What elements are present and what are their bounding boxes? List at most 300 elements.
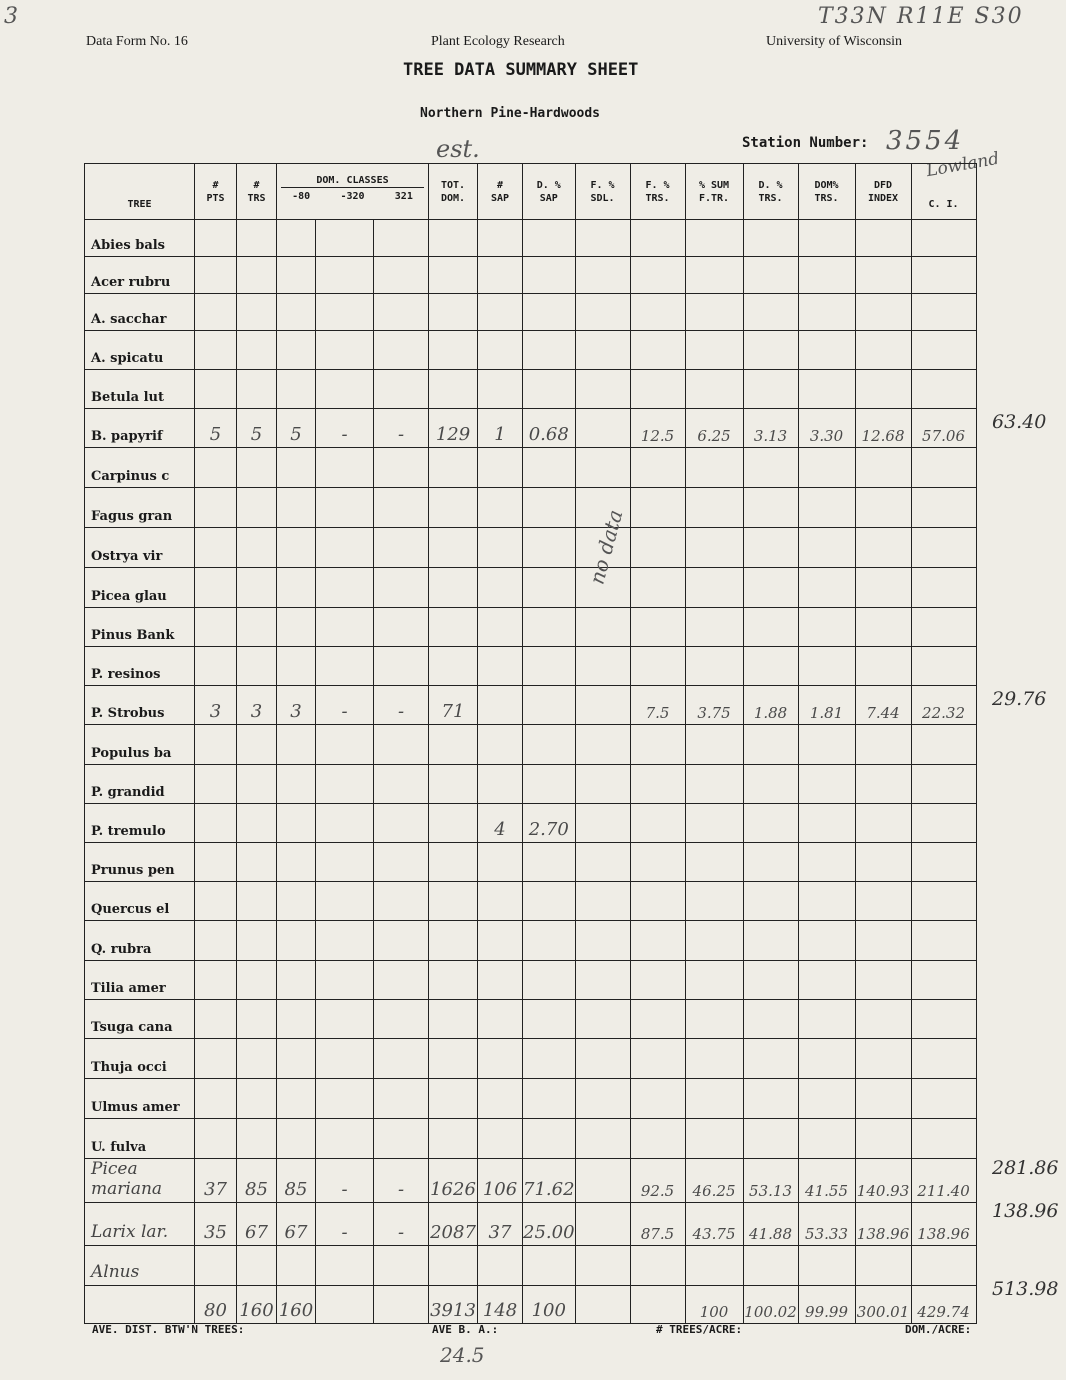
data-cell (523, 608, 576, 647)
col-dfd (855, 164, 911, 220)
data-cell (374, 1000, 429, 1039)
data-cell (575, 1159, 630, 1203)
data-cell (237, 961, 277, 1000)
data-cell (575, 647, 630, 686)
data-cell (630, 843, 685, 882)
data-cell (316, 1286, 374, 1324)
data-cell (195, 448, 237, 488)
data-cell (374, 725, 429, 765)
data-cell: - (316, 1203, 374, 1246)
data-cell (523, 882, 576, 921)
tree-name: Populus ba (85, 725, 195, 765)
data-cell (523, 686, 576, 725)
data-cell (277, 804, 316, 843)
data-cell: 1 (478, 409, 523, 448)
data-cell (478, 921, 523, 961)
data-cell (743, 448, 798, 488)
data-cell: 80 (195, 1286, 237, 1324)
table-row (85, 488, 977, 528)
data-cell (316, 1119, 374, 1159)
table-row (85, 686, 977, 725)
row-total-note: 138.96 (992, 1200, 1059, 1222)
data-cell (798, 843, 855, 882)
data-cell (855, 294, 911, 331)
data-cell (277, 331, 316, 370)
data-cell (316, 647, 374, 686)
data-cell (743, 725, 798, 765)
data-cell: 25.00 (523, 1203, 576, 1246)
data-cell (855, 1119, 911, 1159)
data-cell: 43.75 (685, 1203, 743, 1246)
data-cell (429, 921, 478, 961)
data-cell (195, 647, 237, 686)
data-cell (277, 843, 316, 882)
data-cell (277, 488, 316, 528)
data-cell (798, 528, 855, 568)
data-cell (911, 528, 976, 568)
data-cell (277, 725, 316, 765)
col-tot-dom-2: DOM. (440, 192, 466, 204)
data-cell (195, 765, 237, 804)
data-cell (374, 1079, 429, 1119)
tree-name: Tilia amer (85, 961, 195, 1000)
data-cell (316, 804, 374, 843)
data-cell: 46.25 (685, 1159, 743, 1203)
data-cell (195, 1119, 237, 1159)
data-cell (798, 1119, 855, 1159)
data-cell (195, 882, 237, 921)
tree-name: Larix lar. (85, 1203, 195, 1246)
data-cell (523, 647, 576, 686)
data-cell (630, 882, 685, 921)
data-cell (630, 370, 685, 409)
data-cell: 106 (478, 1159, 523, 1203)
data-cell (575, 804, 630, 843)
tree-name: P. Strobus (85, 686, 195, 725)
data-cell (237, 1246, 277, 1286)
university: University of Wisconsin (766, 34, 903, 49)
data-cell: 138.96 (911, 1203, 976, 1246)
data-cell (523, 220, 576, 257)
data-cell (478, 528, 523, 568)
data-cell (195, 528, 237, 568)
data-cell: 129 (429, 409, 478, 448)
data-cell: 160 (277, 1286, 316, 1324)
data-cell (316, 725, 374, 765)
data-cell (911, 1079, 976, 1119)
data-cell: 3 (195, 686, 237, 725)
data-cell: 0.68 (523, 409, 576, 448)
location-note: T33N R11E S30 (818, 4, 1024, 29)
data-cell (798, 725, 855, 765)
col-sap (478, 164, 523, 220)
data-cell (685, 765, 743, 804)
data-cell (523, 1079, 576, 1119)
data-cell (685, 370, 743, 409)
data-cell (374, 1119, 429, 1159)
table-row (85, 1246, 977, 1286)
data-cell (429, 370, 478, 409)
table-row (85, 961, 977, 1000)
data-cell (685, 961, 743, 1000)
data-cell (277, 1039, 316, 1079)
data-cell (277, 765, 316, 804)
data-cell: 22.32 (911, 686, 976, 725)
data-cell (743, 1246, 798, 1286)
data-cell (478, 220, 523, 257)
data-cell: 6.25 (685, 409, 743, 448)
data-cell (630, 568, 685, 608)
data-cell (237, 882, 277, 921)
col-pts (195, 164, 237, 220)
data-cell (237, 843, 277, 882)
data-cell (798, 220, 855, 257)
data-cell (855, 725, 911, 765)
col-f-sdl (575, 164, 630, 220)
tree-name: P. grandid (85, 765, 195, 804)
data-cell (429, 1000, 478, 1039)
data-cell (237, 331, 277, 370)
data-cell: 3.13 (743, 409, 798, 448)
data-cell (237, 765, 277, 804)
row-total-note: 513.98 (992, 1278, 1059, 1300)
data-cell (855, 331, 911, 370)
table-row (85, 765, 977, 804)
data-cell (429, 961, 478, 1000)
data-cell: 3 (277, 686, 316, 725)
data-cell (277, 568, 316, 608)
col-dom-classes (277, 164, 429, 220)
data-cell: 7.44 (855, 686, 911, 725)
data-cell (743, 608, 798, 647)
data-cell (316, 1000, 374, 1039)
data-cell (685, 921, 743, 961)
col-d-sap (523, 164, 576, 220)
data-cell (316, 921, 374, 961)
data-cell (237, 725, 277, 765)
data-cell (911, 568, 976, 608)
data-cell (630, 1079, 685, 1119)
data-cell (855, 843, 911, 882)
data-cell (685, 1000, 743, 1039)
data-cell: 211.40 (911, 1159, 976, 1203)
data-cell: - (374, 409, 429, 448)
data-cell (911, 882, 976, 921)
dom-sub-321: 321 (394, 191, 413, 202)
data-cell (429, 294, 478, 331)
data-cell (630, 608, 685, 647)
data-cell (575, 409, 630, 448)
data-cell (743, 370, 798, 409)
data-cell (798, 257, 855, 294)
data-cell (237, 220, 277, 257)
data-cell (316, 370, 374, 409)
data-cell (798, 370, 855, 409)
data-cell (911, 448, 976, 488)
data-cell (478, 488, 523, 528)
ave-dist-label: AVE. DIST. BTW'N TREES: (92, 1323, 245, 1336)
data-cell: 41.55 (798, 1159, 855, 1203)
data-cell (478, 843, 523, 882)
data-cell (277, 1079, 316, 1119)
data-cell (374, 1286, 429, 1324)
data-cell (237, 528, 277, 568)
data-cell (316, 1079, 374, 1119)
data-cell: 71 (429, 686, 478, 725)
data-cell: 3.30 (798, 409, 855, 448)
data-cell (798, 1079, 855, 1119)
data-cell (630, 647, 685, 686)
data-cell (630, 1286, 685, 1324)
tree-data-table (84, 163, 977, 1324)
data-cell (237, 568, 277, 608)
data-cell (743, 921, 798, 961)
data-cell (743, 1119, 798, 1159)
data-cell (195, 1039, 237, 1079)
table-row (85, 843, 977, 882)
tree-name: Pinus Bank (85, 608, 195, 647)
data-cell: 99.99 (798, 1286, 855, 1324)
tree-name: Picea glau (85, 568, 195, 608)
data-cell: - (374, 686, 429, 725)
data-cell (523, 294, 576, 331)
tree-name: B. papyrif (85, 409, 195, 448)
tree-name: U. fulva (85, 1119, 195, 1159)
data-cell (685, 528, 743, 568)
data-cell (374, 921, 429, 961)
data-cell: 53.13 (743, 1159, 798, 1203)
data-cell (630, 294, 685, 331)
data-cell (429, 257, 478, 294)
data-cell: 100.02 (743, 1286, 798, 1324)
data-cell (523, 1039, 576, 1079)
data-cell (374, 647, 429, 686)
table-row (85, 1119, 977, 1159)
data-cell (478, 257, 523, 294)
tree-name (85, 1286, 195, 1324)
data-cell (743, 882, 798, 921)
table-row (85, 409, 977, 448)
lowland-note: Lowland (924, 148, 1001, 182)
data-cell (429, 568, 478, 608)
col-tree (85, 164, 195, 220)
data-cell: 1.81 (798, 686, 855, 725)
data-cell: 100 (685, 1286, 743, 1324)
data-cell (855, 608, 911, 647)
data-cell: 7.5 (630, 686, 685, 725)
data-cell (798, 608, 855, 647)
data-cell (685, 1246, 743, 1286)
data-cell (523, 843, 576, 882)
tree-name: Carpinus c (85, 448, 195, 488)
data-cell (855, 1246, 911, 1286)
data-cell (316, 331, 374, 370)
data-cell (575, 961, 630, 1000)
tree-name: Fagus gran (85, 488, 195, 528)
data-cell (743, 1039, 798, 1079)
data-cell (575, 448, 630, 488)
data-cell (855, 1039, 911, 1079)
data-cell (429, 765, 478, 804)
data-cell (316, 257, 374, 294)
data-cell: 1626 (429, 1159, 478, 1203)
data-cell (743, 961, 798, 1000)
row-total-note: 281.86 (992, 1157, 1059, 1179)
data-cell (743, 257, 798, 294)
data-cell (575, 1246, 630, 1286)
data-cell (316, 961, 374, 1000)
data-cell: 85 (237, 1159, 277, 1203)
data-cell (478, 765, 523, 804)
table-row (85, 1000, 977, 1039)
data-cell (316, 1246, 374, 1286)
data-cell (743, 765, 798, 804)
data-cell: 67 (277, 1203, 316, 1246)
data-cell (374, 568, 429, 608)
data-cell: 3913 (429, 1286, 478, 1324)
dom-classes-subcols (277, 190, 428, 203)
data-cell (237, 448, 277, 488)
data-cell (237, 370, 277, 409)
data-cell (195, 608, 237, 647)
data-cell: 300.01 (855, 1286, 911, 1324)
data-cell (237, 257, 277, 294)
data-cell (523, 257, 576, 294)
data-cell (630, 1246, 685, 1286)
data-cell (630, 220, 685, 257)
data-cell (195, 804, 237, 843)
col-sap-2: SAP (490, 192, 510, 204)
data-cell (798, 882, 855, 921)
data-cell (575, 843, 630, 882)
data-cell: 148 (478, 1286, 523, 1324)
col-d-sap-2: SAP (539, 192, 558, 204)
data-cell (237, 294, 277, 331)
data-cell (630, 488, 685, 528)
col-tot-dom-1: TOT. (440, 179, 466, 191)
data-cell: 2087 (429, 1203, 478, 1246)
tree-name: Tsuga cana (85, 1000, 195, 1039)
data-cell (195, 294, 237, 331)
data-cell (237, 804, 277, 843)
col-f-sdl-1: F. % (590, 179, 615, 191)
data-cell (523, 370, 576, 409)
table-row (85, 921, 977, 961)
data-cell (911, 765, 976, 804)
no-data-note: no data (584, 507, 628, 587)
data-cell (911, 370, 976, 409)
data-cell (316, 568, 374, 608)
data-cell (685, 568, 743, 608)
data-cell (478, 1000, 523, 1039)
col-d-trs-1: D. % (758, 179, 783, 191)
data-cell (855, 1000, 911, 1039)
data-cell (374, 448, 429, 488)
data-cell: 67 (237, 1203, 277, 1246)
data-cell (855, 804, 911, 843)
table-row (85, 725, 977, 765)
data-cell (195, 331, 237, 370)
data-cell (911, 488, 976, 528)
data-cell (855, 528, 911, 568)
data-cell (911, 804, 976, 843)
data-cell (630, 921, 685, 961)
data-cell (478, 882, 523, 921)
data-cell (523, 1246, 576, 1286)
table-row (85, 1286, 977, 1324)
data-cell (743, 488, 798, 528)
data-cell (855, 370, 911, 409)
table-row (85, 1039, 977, 1079)
data-cell (743, 804, 798, 843)
table-row (85, 294, 977, 331)
data-cell (195, 961, 237, 1000)
data-cell (575, 1079, 630, 1119)
data-cell (429, 804, 478, 843)
data-cell (911, 1246, 976, 1286)
table-row (85, 882, 977, 921)
data-cell (374, 220, 429, 257)
data-cell (429, 331, 478, 370)
data-cell (478, 961, 523, 1000)
tree-name: P. resinos (85, 647, 195, 686)
col-d-sap-1: D. % (536, 179, 561, 191)
data-cell: 53.33 (798, 1203, 855, 1246)
data-cell (429, 647, 478, 686)
data-cell: 3.75 (685, 686, 743, 725)
data-cell (855, 961, 911, 1000)
data-cell (575, 1039, 630, 1079)
data-cell (575, 921, 630, 961)
data-cell (195, 725, 237, 765)
table-row (85, 804, 977, 843)
data-cell (911, 843, 976, 882)
data-cell (374, 370, 429, 409)
data-cell (575, 331, 630, 370)
data-cell (575, 765, 630, 804)
tree-name: Q. rubra (85, 921, 195, 961)
data-cell (429, 725, 478, 765)
data-cell (911, 294, 976, 331)
data-cell: 5 (195, 409, 237, 448)
data-cell (523, 568, 576, 608)
data-cell (429, 608, 478, 647)
col-dfd-1: DFD (874, 179, 893, 191)
data-cell (743, 294, 798, 331)
data-cell (478, 370, 523, 409)
data-cell (743, 1000, 798, 1039)
table-row (85, 1159, 977, 1203)
data-cell (374, 804, 429, 843)
data-cell (911, 961, 976, 1000)
col-tree-label: TREE (127, 199, 152, 210)
data-cell (575, 370, 630, 409)
data-cell: 4 (478, 804, 523, 843)
data-cell (685, 257, 743, 294)
data-cell (743, 568, 798, 608)
data-cell (855, 488, 911, 528)
est-note: est. (436, 135, 480, 163)
data-cell (237, 1119, 277, 1159)
tree-name: Betula lut (85, 370, 195, 409)
col-dom-trs-1: DOM% (814, 179, 839, 191)
data-cell (195, 921, 237, 961)
data-cell (855, 882, 911, 921)
data-cell (798, 804, 855, 843)
data-cell (911, 608, 976, 647)
data-cell (478, 1246, 523, 1286)
data-cell (575, 1119, 630, 1159)
